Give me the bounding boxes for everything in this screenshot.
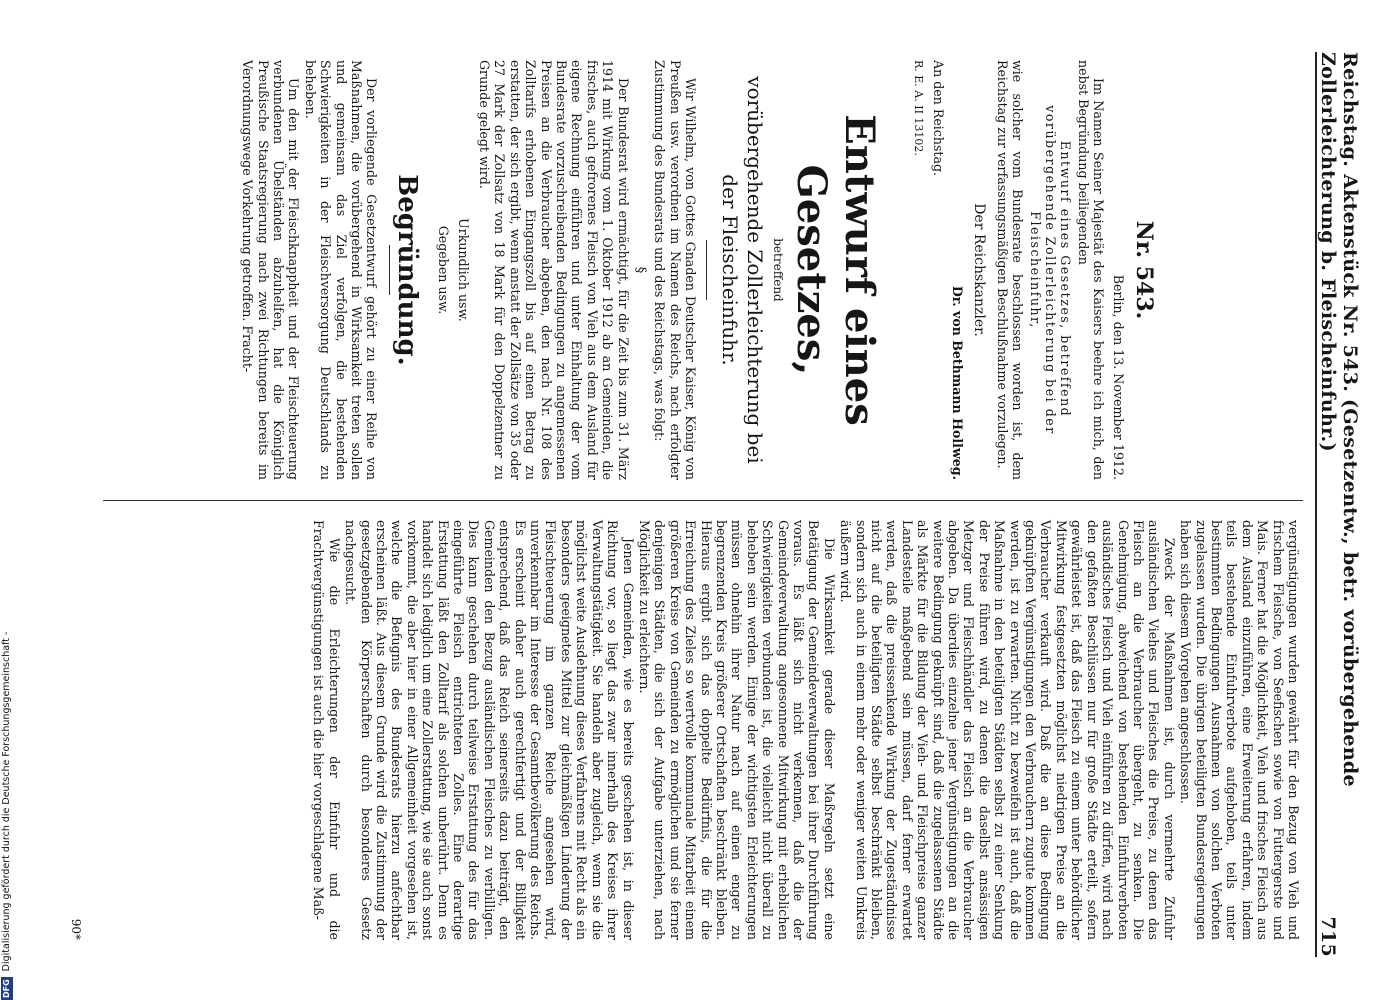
- addressee: An den Reichstag.: [930, 60, 946, 177]
- signature-name: Dr. von Bethmann Hollweg.: [949, 285, 965, 480]
- dateline: Berlin, den 13. November 1912.: [1110, 274, 1126, 480]
- right-paragraph-5: Wie die Erleichterungen der Einfuhr und die Frachtvergünstigungen ist auch die hier vorgeschlagene Maß-: [311, 520, 342, 940]
- intro-paragraph-2: wie solcher vom Bundesrate beschlossen worden ist, dem Reichstag zur verfassungsmäßigen Beschlußnahme vorzulegen.: [994, 60, 1026, 480]
- document-number: Nr. 543.: [1131, 220, 1157, 320]
- betreffend-label: betreffend: [770, 238, 785, 302]
- begruendung-paragraph-2: Um den mit der Fleischknappheit und der Fleischteuerung verbundenen Übelständen abzuhelfen, hat die Königlich Preußische Staatsregierung nach zwei Richtungen bereits im Verordnungswege Vorkehrung getroffen. Fracht-: [240, 60, 302, 480]
- preamble: Wir Wilhelm, von Gottes Gnaden Deutscher Kaiser, König von Preußen usw. verordnen im Namen des Reichs, nach erfolgter Zustimmung des Bundesrats und des Reichstags, was folgt:: [652, 60, 699, 480]
- header-page-number: 715: [1317, 916, 1339, 957]
- column-divider: [103, 500, 1303, 501]
- intro-paragraph: Im Namen Seiner Majestät des Kaisers beehre ich mich, den nebst Begründung beiliegenden: [1075, 60, 1107, 480]
- right-column: [310, 520, 1301, 940]
- begruendung-paragraph-1: Der vorliegende Gesetzentwurf gehört zu einer Reihe von Maßnahmen, die vorübergehend in Wirksamkeit treten sollen und gemeinsam das Ziel verfolgen, die bestehenden Schwierigkeiten in der Fleischversorgung Deutschlands zu beheben.: [302, 60, 380, 480]
- title-rule: [706, 240, 707, 300]
- right-paragraph-3: Die Wirksamkeit gerade dieser Maßregeln setzt eine Betätigung der Gemeindeverwaltungen bei ihrer Durchführung voraus. Es läßt sich nicht verkennen, daß die der Gemeindeverwaltung angesonnene Mitwirkung mit erheblichen Schwierigkeiten verbunden ist, die vielleicht nicht überall zu beheben sein werden. Einige der wichtigsten Erleichterungen müssen ohnehin ihrer Natur nach auf einen enger zu begrenzenden Kreis größerer Ortschaften beschränkt bleiben. Hieraus ergibt sich das doppelte Bedürfnis, die für die Erreichung des Zieles so wertvolle kommunale Mitarbeit einem größeren Kreise von Gemeinden zu ermöglichen und sie ferner denjenigen Städten, die sich der Aufgabe unterziehen, nach Möglichkeit zu erleichtern.: [636, 520, 837, 940]
- draft-reference: Entwurf eines Gesetzes, betreffend vorübergehende Zollerleichterung bei der Fleischeinfuhr,: [1027, 105, 1074, 435]
- header-title: Reichstag. Aktenstück Nr. 543. (Gesetzentw., betr. vorübergehende Zollerleichterung b. Fleischeinfuhr.): [1317, 52, 1361, 787]
- article-text: Der Bundesrat wird ermächtigt, für die Zeit bis zum 31. März 1914 mit Wirkung vom 1. Oktober 1912 ab an Gemeinden, die frisches, auch gefrorenes Fleisch von Vieh aus dem Ausland für eigene Rechnung einführen und unter Einhaltung der vom Bundesrate vorzuschreibenden Bedingungen zu angemessenen Preisen an die Verbraucher abgeben, den nach Nr. 108 des Zolltarifs erhobenen Eingangszoll bis auf einen Betrag zu erstatten, der sich ergibt, wenn anstatt der Zollsätze von 35 oder 27 Mark der Zollsatz von 18 Mark für den Doppelzentner zu Grunde gelegt wird.: [477, 60, 631, 480]
- running-header: [1315, 52, 1361, 957]
- closing-1: Urkundlich usw.: [455, 218, 471, 322]
- begruendung-heading: Begründung.: [391, 174, 422, 366]
- reference-code: R. E. A. II 13102.: [912, 60, 926, 156]
- draft-subtitle: vorübergehende Zollerleichterung bei der Fleischeinfuhr.: [718, 76, 768, 464]
- credit-text: Digitalisierung gefördert durch die Deutsche Forschungsgemeinschaft -: [1, 631, 12, 972]
- signature-title: Der Reichskanzler.: [971, 203, 988, 337]
- begruendung-rule: [389, 245, 390, 295]
- closing-2: Gegeben usw.: [436, 225, 452, 315]
- right-paragraph-2: Zweck der Maßnahmen ist, durch vermehrte Zufuhr ausländischen Viehes und Fleisches die Preise, zu denen das Fleisch an die Verbraucher übergeht, zu senken. Die Genehmigung, abweichend von bestehenden Einfuhrverboten ausländisches Fleisch und Vieh einführen zu dürfen, wird nach den gefaßten Beschlüssen nur für große Städte erteilt, sofern gewährleistet ist, daß das Fleisch zu einem unter behördlicher Mitwirkung festgesetzten möglichst niedrigen Preise an die Verbraucher verkauft wird. Daß die an diese Bedingung geknüpften Vergünstigungen den Verbrauchern zugute kommen werden, ist zu erwarten. Nicht zu bezweifeln ist auch, daß die Maßnahme in den beteiligten Städten selbst zu einer Senkung der Preise führen wird, zu denen die daselbst ansässigen Metzger und Fleischhändler das Fleisch an die Verbraucher abgeben. Da überdies einzelne jener Vergünstigungen an die weitere Bedingung geknüpft sind, daß die zugelassenen Städte als Märkte für die Bildung der Vieh- und Fleischpreise ganzer Landesteile maßgebend sein müssen, darf ferner erwartet werden, daß die preissenkende Wirkung der Zugeständnisse nicht auf die beteiligten Städte selbst beschränkt bleiben, sondern sich auch in einem mehr oder weniger weiten Umkreis äußern wird.: [838, 520, 1177, 940]
- digitization-credit: [0, 580, 14, 1000]
- left-column-top: Nr. 543. Berlin, den 13. November 1912. Im Namen Seiner Majestät des Kaisers beehre ich mich, den nebst Begründung beiliegenden Entwurf eines Gesetzes, betreffend vorübergehende Zollerleichterung bei der Fleischeinfuhr, wie solcher vom Bundesrate beschlossen worden ist, dem Reichstag zur verfassungsmäßigen Beschlußnahme vorzulegen. Der Reichskanzler. Dr. von Bethmann Hollweg. An den Reichstag. R. E. A. II 13102. Entwurf eines Gesetzes, betreffend vorübergehende Zollerleichterung bei der Fleischeinfuhr. Wir Wilhelm, von Gottes Gnaden Deutscher Kaiser, König von Preußen usw. verordnen im Namen des Reichs, nach erfolgter Zustimmung des Bundesrats und des Reichstags, was folgt: § Der Bundesrat wird ermächtigt, für die Zeit bis zum 31. März 1914 mit Wirkung vom 1. Oktober 1912 ab an Gemeinden, die frisches, auch gefrorenes Fleisch von Vieh aus dem Ausland für eigene Rechnung einführen und unter Einhaltung der vom Bundesrate vorzuschreibenden Bedingungen zu angemessenen Preisen an die Verbraucher abgeben, den nach Nr. 108 des Zolltarifs erhobenen Eingangszoll bis auf einen Betrag zu erstatten, der sich ergibt, wenn anstatt der Zollsätze von 35 oder 27 Mark der Zollsatz von 18 Mark für den Doppelzentner zu Grunde gelegt wird. Urkundlich usw. Gegeben usw. Begründung. Der vorliegende Gesetzentwurf gehört zu einer Reihe von Maßnahmen, die vorübergehend in Wirksamkeit treten sollen und gemeinsam das Ziel verfolgen, die bestehenden Schwierigkeiten in der Fleischversorgung Deutschlands zu beheben. Um den mit der Fleischknappheit und der Fleischteuerung verbundenen Übelständen abzuhelfen, hat die Königlich Preußische Staatsregierung nach zwei Richtungen bereits im Verordnungswege Vorkehrung getroffen. Fracht-: [240, 60, 1157, 480]
- right-paragraph-4: Jenen Gemeinden, wie es bereits geschehen ist, in dieser Richtung vor, so liegt das zwar innerhalb des Kreises ihrer Verwaltungstätigkeit. Sie handeln aber zugleich, wenn sie die möglichst weite Ausdehnung dieses Verfahrens mit Recht als ein besonders geeignetes Mittel zur gleichmäßigen Linderung der Fleischteuerung im ganzen Reiche angesehen wird, unverkennbar im Interesse der Gesamtbevölkerung des Reichs. Es erscheint daher auch gerechtfertigt und der Billigkeit entsprechend, daß das Reich seinerseits dazu beiträgt, den Gemeinden den Bezug ausländischen Fleisches zu verbilligen. Dies kann geschehen durch teilweise Erstattung des für das eingeführte Fleisch entrichteten Zolles. Eine derartige Erstattung läßt den Zolltarif als solchen unberührt. Denn es handelt sich lediglich um eine Zollerstattung, wie sie auch sonst vorkommt, die aber hier in einer Allgemeinheit vorgesehen ist, welche die Befugnis des Bundesrats hierzu anfechtbar erscheinen läßt. Aus diesem Grunde wird die Zustimmung der gesetzgebenden Körperschaften durch besonderes Gesetz nachgesucht.: [343, 520, 636, 940]
- sheet-mark: 90*: [69, 918, 83, 940]
- right-paragraph-1: vergünstigungen wurden gewährt für den Bezug von Vieh und frischem Fleische, von Seefischen sowie von Futtergerste und Mais. Ferner hat die Möglichkeit, Vieh und frisches Fleisch aus dem Ausland einzuführen, eine Erweiterung erfahren, indem teils bestehende Einfuhrverbote aufgehoben, teils unter bestimmten Bedingungen Ausnahmen von solchen Verboten zugelassen wurden. Die übrigen beteiligten Bundesregierungen haben sich diesem Vorgehen angeschlossen.: [1178, 520, 1301, 940]
- draft-title: Entwurf eines Gesetzes,: [787, 114, 883, 426]
- dfg-logo: DFG: [2, 979, 11, 998]
